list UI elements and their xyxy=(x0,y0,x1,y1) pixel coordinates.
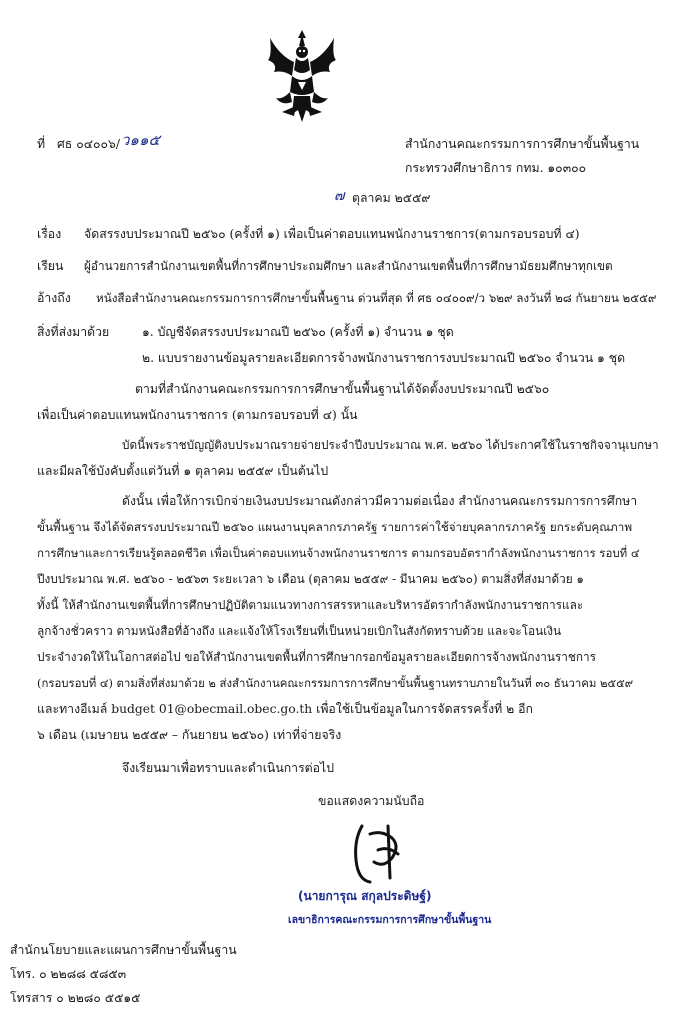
enclosure-item-1: ๑. บัญชีจัดสรรงบประมาณปี ๒๕๖๐ (ครั้งที่ ๑) จำนวน ๑ ชุด xyxy=(142,325,454,339)
enclosure-item-2: ๒. แบบรายงานข้อมูลรายละเอียดการจ้างพนักงานราชการงบประมาณปี ๒๕๖๐ จำนวน ๑ ชุด xyxy=(142,351,626,365)
paragraph-3-line-10: ๖ เดือน (เมษายน ๒๕๕๙ – กันยายน ๒๕๖๐) เท่าที่จ่ายจริง xyxy=(37,728,342,742)
closing-line: จึงเรียนมาเพื่อทราบและดำเนินการต่อไป xyxy=(122,761,335,775)
signatory-name: (นายการุณ สกุลประดิษฐ์) xyxy=(298,889,432,903)
complimentary-close: ขอแสดงความนับถือ xyxy=(318,794,425,808)
signatory-position: เลขาธิการคณะกรรมการการศึกษาขั้นพื้นฐาน xyxy=(288,914,492,926)
footer-office: สำนักนโยบายและแผนการศึกษาขั้นพื้นฐาน xyxy=(10,943,237,957)
signature-mark xyxy=(348,820,412,888)
paragraph-3-line-8: (กรอบรอบที่ ๔) ตามสิ่งที่ส่งมาด้วย ๒ ส่งสำนักงานคณะกรรมการการศึกษาขั้นพื้นฐานทราบภายในวันที่ ๓๐ ธันวาคม ๒๕๕๙ xyxy=(37,676,634,690)
paragraph-3-line-4: ปีงบประมาณ พ.ศ. ๒๕๖๐ - ๒๕๖๓ ระยะเวลา ๖ เดือน (ตุลาคม ๒๕๕๙ - มีนาคม ๒๕๖๐) ตามสิ่งที่ส่งมาด้วย ๑ xyxy=(37,572,584,586)
addressee-label: เรียน xyxy=(37,259,64,273)
paragraph-1-line-1: ตามที่สำนักงานคณะกรรมการการศึกษาขั้นพื้นฐานได้จัดตั้งงบประมาณปี ๒๕๖๐ xyxy=(135,382,550,396)
referenced-doc-text: หนังสือสำนักงานคณะกรรมการการศึกษาขั้นพื้นฐาน ด่วนที่สุด ที่ ศธ ๐๔๐๐๙/ว ๖๒๙ ลงวันที่ ๒๘ กันยายน ๒๕๕๙ xyxy=(96,291,657,305)
paragraph-3-line-9: และทางอีเมล์ budget 01@obecmail.obec.go.th เพื่อใช้เป็นข้อมูลในการจัดสรรครั้งที่ ๒ อีก xyxy=(37,702,533,716)
agency-address: กระทรวงศึกษาธิการ กทม. ๑๐๓๐๐ xyxy=(405,161,587,175)
footer-fax: โทรสาร ๐ ๒๒๘๐ ๕๕๑๕ xyxy=(10,991,141,1005)
subject-label: เรื่อง xyxy=(37,227,62,241)
garuda-emblem xyxy=(262,26,342,126)
date-day: ๗ xyxy=(334,188,345,204)
paragraph-2-line-2: และมีผลใช้บังคับตั้งแต่วันที่ ๑ ตุลาคม ๒๕๕๙ เป็นต้นไป xyxy=(37,464,329,478)
reference-handwritten-number: ว๑๑๕ xyxy=(121,131,160,149)
enclosure-label: สิ่งที่ส่งมาด้วย xyxy=(37,325,110,339)
reference-label: ที่ xyxy=(37,137,46,151)
paragraph-3-line-1: ดังนั้น เพื่อให้การเบิกจ่ายเงินงบประมาณดังกล่าวมีความต่อเนื่อง สำนักงานคณะกรรมการการศึกษา xyxy=(122,494,638,508)
footer-phone: โทร. ๐ ๒๒๘๘ ๕๘๕๓ xyxy=(10,967,127,981)
paragraph-2-line-1: บัดนี้พระราชบัญญัติงบประมาณรายจ่ายประจำปีงบประมาณ พ.ศ. ๒๕๖๐ ได้ประกาศใช้ในราชกิจจานุเบกษา xyxy=(122,438,659,452)
agency-name: สำนักงานคณะกรรมการการศึกษาขั้นพื้นฐาน xyxy=(405,137,640,151)
paragraph-3-line-7: ประจำงวดให้ในโอกาสต่อไป ขอให้สำนักงานเขตพื้นที่การศึกษากรอกข้อมูลรายละเอียดการจ้างพนักงานราชการ xyxy=(37,650,596,664)
paragraph-3-line-6: ลูกจ้างชั่วคราว ตามหนังสือที่อ้างถึง และแจ้งให้โรงเรียนที่เป็นหน่วยเบิกในสังกัดทราบด้วย และจะโอนเงิน xyxy=(37,624,562,638)
paragraph-3-line-5: ทั้งนี้ ให้สำนักงานเขตพื้นที่การศึกษาปฏิบัติตามแนวทางการสรรหาและบริหารอัตรากำลังพนักงานราชการและ xyxy=(37,598,584,612)
subject-text: จัดสรรงบประมาณปี ๒๕๖๐ (ครั้งที่ ๑) เพื่อเป็นค่าตอบแทนพนักงานราชการ(ตามกรอบรอบที่ ๔) xyxy=(84,227,580,241)
date-month-year: ตุลาคม ๒๕๕๙ xyxy=(352,191,431,205)
paragraph-1-line-2: เพื่อเป็นค่าตอบแทนพนักงานราชการ (ตามกรอบรอบที่ ๔) นั้น xyxy=(37,408,358,422)
referenced-doc-label: อ้างถึง xyxy=(37,291,71,305)
paragraph-3-line-2: ขั้นพื้นฐาน จึงได้จัดสรรงบประมาณปี ๒๕๖๐ แผนงานบุคลากรภาครัฐ รายการค่าใช้จ่ายบุคลากรภาครัฐ ยกระดับคุณภาพ xyxy=(37,520,633,534)
reference-number: ศธ ๐๔๐๐๖/ xyxy=(57,137,120,151)
paragraph-3-line-3: การศึกษาและการเรียนรู้ตลอดชีวิต เพื่อเป็นค่าตอบแทนจ้างพนักงานราชการ ตามกรอบอัตรากำลังพนักงานราชการ รอบที่ ๔ xyxy=(37,546,640,560)
addressee-text: ผู้อำนวยการสำนักงานเขตพื้นที่การศึกษาประถมศึกษา และสำนักงานเขตพื้นที่การศึกษามัธยมศึกษาทุกเขต xyxy=(84,259,613,273)
